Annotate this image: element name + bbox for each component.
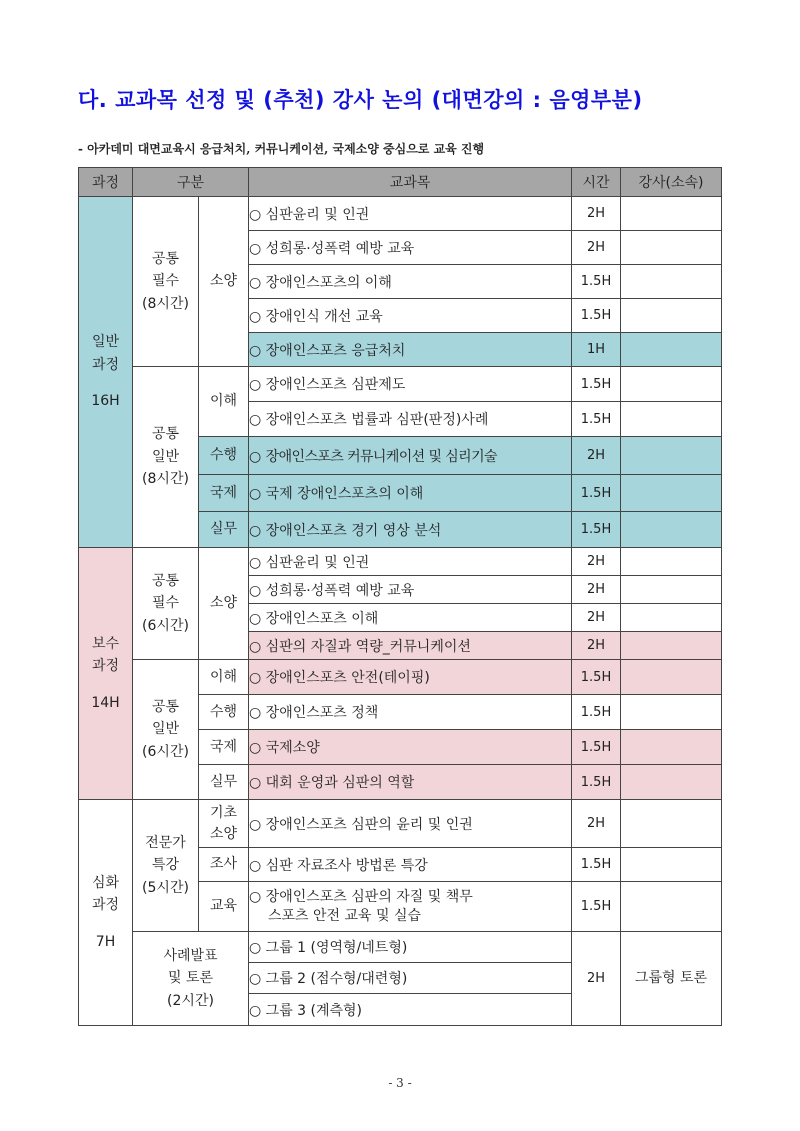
table-row: [79, 932, 722, 963]
hours-cell: 2H: [572, 932, 621, 1026]
area-education: 교육: [199, 882, 249, 932]
hours-cell: 1.5H: [572, 299, 621, 333]
header-course: 과정: [79, 168, 133, 197]
hours-cell: 2H: [572, 197, 621, 231]
hours-cell: 1H: [572, 333, 621, 367]
hours-cell: 1.5H: [572, 475, 621, 512]
category-advanced-special: 전문가 특강 (5시간): [133, 800, 199, 932]
hours-cell: 2H: [572, 231, 621, 265]
subject-cell: ○ 장애인스포츠 심판의 윤리 및 인권: [249, 800, 572, 848]
area-basic: 기초 소양: [199, 800, 249, 848]
subject-cell: ○ 장애인스포츠의 이해: [249, 265, 572, 299]
subject-cell: ○ 장애인스포츠 커뮤니케이션 및 심리기술: [249, 437, 572, 475]
subject-cell: ○ 장애인스포츠 심판제도: [249, 367, 572, 402]
header-hours: 시간: [572, 168, 621, 197]
course-advanced: 심화 과정 7H: [79, 800, 133, 1026]
instructor-cell: [621, 299, 722, 333]
instructor-cell: [621, 800, 722, 848]
subject-cell: ○ 심판의 자질과 역량_커뮤니케이션: [249, 632, 572, 660]
category-general-required: 공통 필수 (8시간): [133, 197, 199, 367]
subject-cell: ○ 장애인스포츠 정책: [249, 695, 572, 730]
category-case-discussion: 사례발표 및 토론 (2시간): [133, 932, 249, 1026]
instructor-cell: [621, 632, 722, 660]
section-title: 다. 교과목 선정 및 (추천) 강사 논의 (대면강의 : 음영부분): [78, 88, 643, 112]
subject-cell: ○ 장애인스포츠 이해: [249, 604, 572, 632]
instructor-cell: 그룹형 토론: [621, 932, 722, 1026]
instructor-cell: [621, 367, 722, 402]
hours-cell: 1.5H: [572, 848, 621, 882]
instructor-cell: [621, 882, 722, 932]
subject-cell: ○ 국제소양: [249, 730, 572, 765]
header-category: 구분: [133, 168, 249, 197]
section-subtitle: - 아카데미 대면교육시 응급처치, 커뮤니케이션, 국제소양 중심으로 교육 진행: [78, 142, 485, 156]
hours-cell: 1.5H: [572, 402, 621, 437]
instructor-cell: [621, 848, 722, 882]
subject-cell: ○ 장애인스포츠 심판의 자질 및 책무 스포츠 안전 교육 및 실습: [249, 882, 572, 932]
instructor-cell: [621, 512, 722, 548]
area-understanding: 이해: [199, 660, 249, 695]
course-general: 일반 과정 16H: [79, 197, 133, 548]
subject-cell: ○ 장애인스포츠 안전(테이핑): [249, 660, 572, 695]
table-row: [79, 660, 722, 695]
instructor-cell: [621, 660, 722, 695]
hours-cell: 1.5H: [572, 765, 621, 800]
table-row: [79, 548, 722, 576]
area-performance: 수행: [199, 437, 249, 475]
instructor-cell: [621, 402, 722, 437]
instructor-cell: [621, 576, 722, 604]
subject-cell: ○ 그룹 3 (계측형): [249, 994, 572, 1026]
table-row: [79, 197, 722, 231]
subject-cell: ○ 심판윤리 및 인권: [249, 548, 572, 576]
area-performance: 수행: [199, 695, 249, 730]
category-general-common: 공통 일반 (8시간): [133, 367, 199, 548]
instructor-cell: [621, 548, 722, 576]
hours-cell: 2H: [572, 437, 621, 475]
subject-cell: ○ 장애인스포츠 법률과 심판(판정)사례: [249, 402, 572, 437]
subject-cell: ○ 장애인스포츠 경기 영상 분석: [249, 512, 572, 548]
subject-cell: ○ 성희롱·성폭력 예방 교육: [249, 576, 572, 604]
instructor-cell: [621, 730, 722, 765]
category-refresher-common: 공통 일반 (6시간): [133, 660, 199, 800]
hours-cell: 2H: [572, 548, 621, 576]
instructor-cell: [621, 197, 722, 231]
category-refresher-required: 공통 필수 (6시간): [133, 548, 199, 660]
area-international: 국제: [199, 730, 249, 765]
header-subject: 교과목: [249, 168, 572, 197]
subject-cell: ○ 대회 운영과 심판의 역할: [249, 765, 572, 800]
instructor-cell: [621, 604, 722, 632]
header-instructor: 강사(소속): [621, 168, 722, 197]
area-international: 국제: [199, 475, 249, 512]
area-general-required: 소양: [199, 197, 249, 367]
instructor-cell: [621, 265, 722, 299]
table-header-row: [79, 168, 722, 197]
hours-cell: 1.5H: [572, 265, 621, 299]
area-practice: 실무: [199, 512, 249, 548]
subject-cell: ○ 장애인식 개선 교육: [249, 299, 572, 333]
area-refresher-required: 소양: [199, 548, 249, 660]
table-row: [79, 367, 722, 402]
instructor-cell: [621, 333, 722, 367]
instructor-cell: [621, 765, 722, 800]
area-practice: 실무: [199, 765, 249, 800]
hours-cell: 2H: [572, 604, 621, 632]
area-understanding: 이해: [199, 367, 249, 437]
subject-cell: ○ 그룹 2 (점수형/대련형): [249, 963, 572, 994]
hours-cell: 2H: [572, 576, 621, 604]
instructor-cell: [621, 437, 722, 475]
subject-cell: ○ 성희롱·성폭력 예방 교육: [249, 231, 572, 265]
page-number: - 3 -: [388, 1076, 412, 1090]
instructor-cell: [621, 695, 722, 730]
subject-cell: ○ 그룹 1 (영역형/네트형): [249, 932, 572, 963]
hours-cell: 2H: [572, 632, 621, 660]
table-row: [79, 800, 722, 848]
hours-cell: 1.5H: [572, 695, 621, 730]
subject-cell: ○ 장애인스포츠 응급처치: [249, 333, 572, 367]
course-refresher: 보수 과정 14H: [79, 548, 133, 800]
hours-cell: 1.5H: [572, 367, 621, 402]
curriculum-table: [78, 167, 722, 1026]
subject-cell: ○ 심판윤리 및 인권: [249, 197, 572, 231]
hours-cell: 1.5H: [572, 730, 621, 765]
hours-cell: 2H: [572, 800, 621, 848]
hours-cell: 1.5H: [572, 512, 621, 548]
subject-cell: ○ 심판 자료조사 방법론 특강: [249, 848, 572, 882]
hours-cell: 1.5H: [572, 660, 621, 695]
instructor-cell: [621, 231, 722, 265]
subject-cell: ○ 국제 장애인스포츠의 이해: [249, 475, 572, 512]
area-research: 조사: [199, 848, 249, 882]
instructor-cell: [621, 475, 722, 512]
hours-cell: 1.5H: [572, 882, 621, 932]
